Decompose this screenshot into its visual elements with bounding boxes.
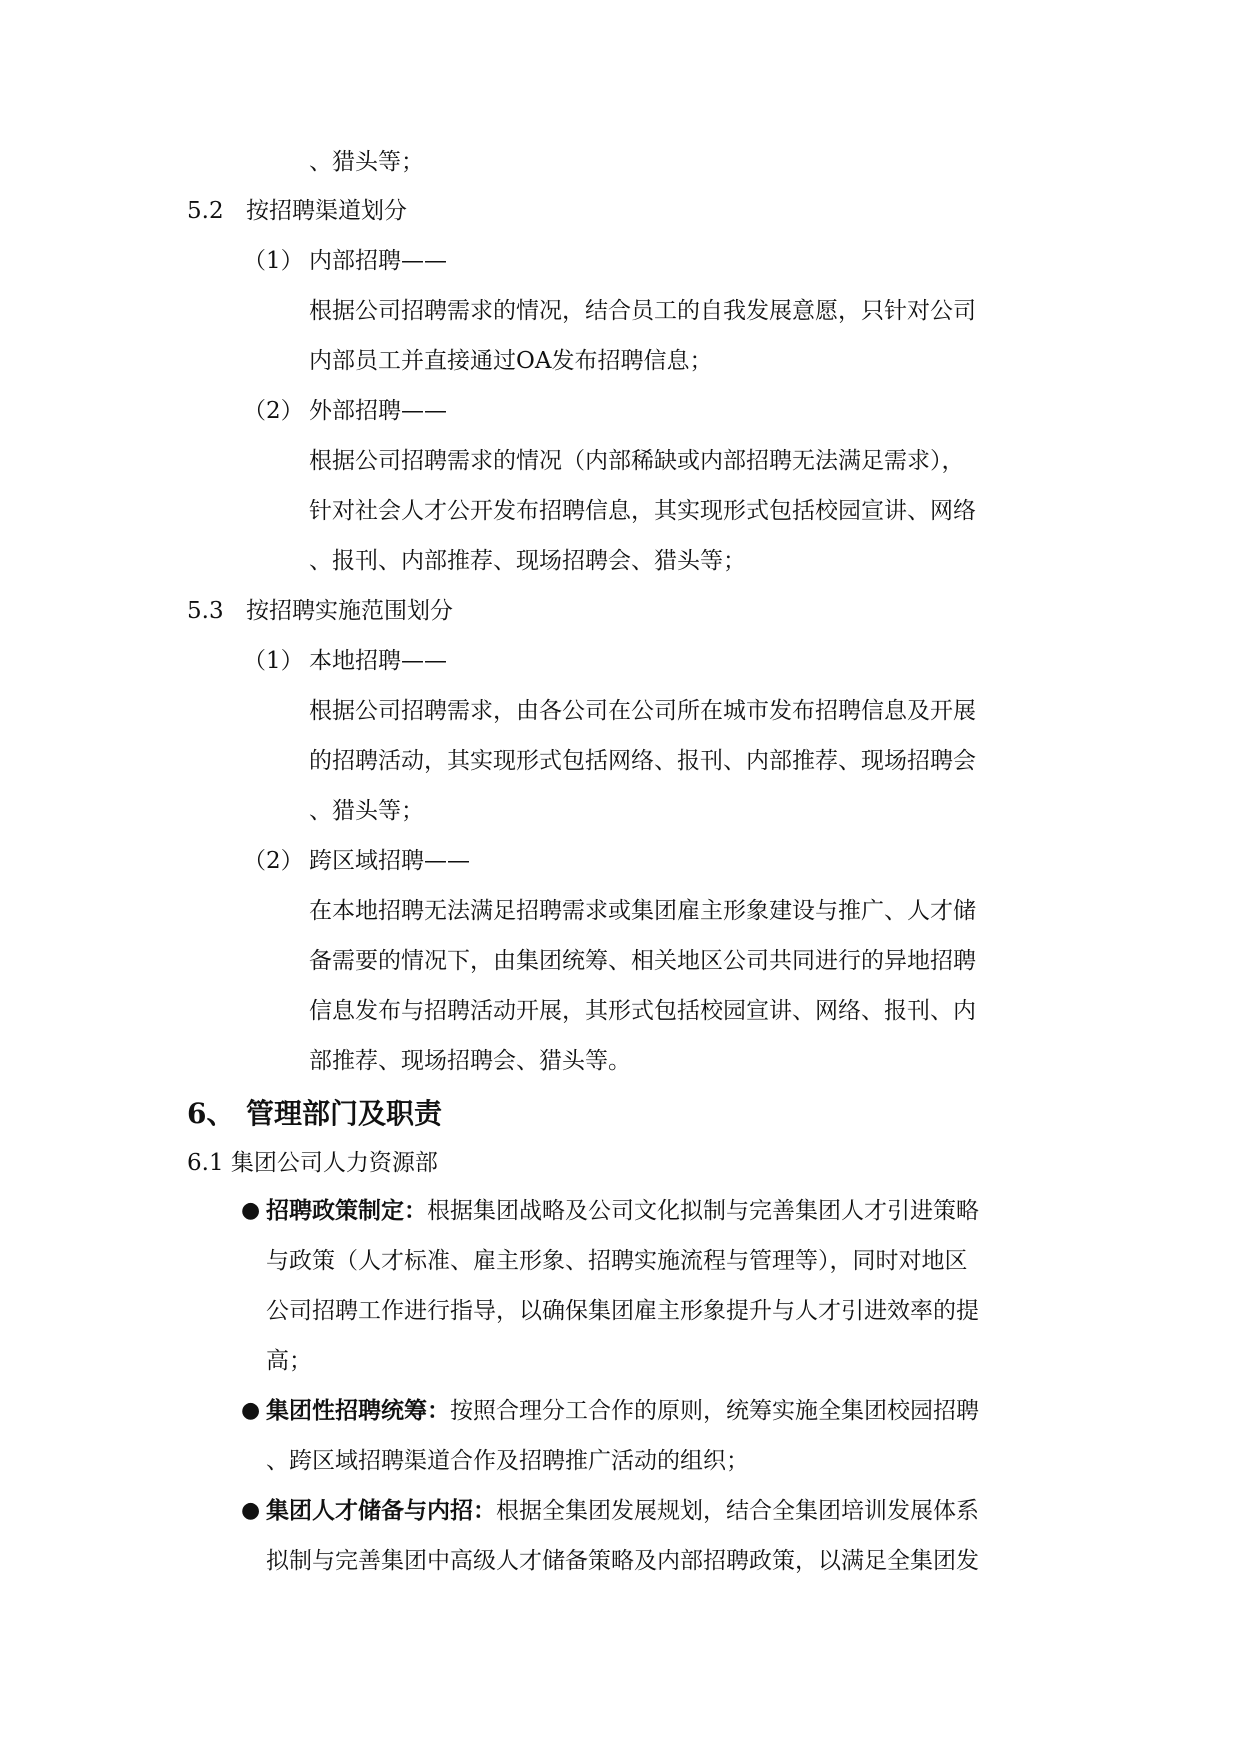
text-line: 、猎头等； [309,149,424,175]
text-line: 根据公司招聘需求的情况，结合员工的自我发展意愿，只针对公司 [309,298,976,324]
bullet-label: 集团人才储备与内招： [266,1497,496,1524]
text-line: 内部员工并直接通过OA发布招聘信息； [309,348,713,374]
bullet-text: 根据全集团发展规划，结合全集团培训发展体系 [496,1498,979,1524]
text-line: 拟制与完善集团中高级人才储备策略及内部招聘政策，以满足全集团发 [266,1548,979,1574]
bullet-dot-icon: ● [241,1498,261,1523]
text-line: 高； [266,1348,312,1374]
text-line: 部推荐、现场招聘会、猎头等。 [309,1048,631,1074]
subsection-title: 6.1 集团公司人力资源部 [187,1150,438,1176]
heading-number: 6、 [187,1097,235,1130]
section-title: 按招聘渠道划分 [246,198,407,224]
item-number: （1） [243,648,304,674]
item-number: （2） [243,848,304,874]
text-line: 与政策（人才标准、雇主形象、招聘实施流程与管理等），同时对地区 [266,1248,968,1274]
text-line: 的招聘活动，其实现形式包括网络、报刊、内部推荐、现场招聘会 [309,748,976,774]
section-number: 5.3 [187,598,224,624]
section-title: 按招聘实施范围划分 [246,598,453,624]
text-line: 、报刊、内部推荐、现场招聘会、猎头等； [309,548,746,574]
text-line: 根据公司招聘需求的情况（内部稀缺或内部招聘无法满足需求）， [309,448,965,474]
section-number: 5.2 [187,198,224,224]
text-line: 针对社会人才公开发布招聘信息，其实现形式包括校园宣讲、网络 [309,498,976,524]
item-title: 外部招聘—— [309,398,447,424]
bullet-label: 招聘政策制定： [266,1197,427,1224]
item-title: 本地招聘—— [309,648,447,674]
item-number: （1） [243,248,304,274]
text-line: 、猎头等； [309,798,424,824]
bullet-label: 集团性招聘统筹： [266,1397,450,1424]
bullet-line [266,1396,979,1426]
text-line: 信息发布与招聘活动开展，其形式包括校园宣讲、网络、报刊、内 [309,998,976,1024]
text-line: 、跨区域招聘渠道合作及招聘推广活动的组织； [266,1448,749,1474]
bullet-dot-icon: ● [241,1398,261,1423]
text-line: 在本地招聘无法满足招聘需求或集团雇主形象建设与推广、人才储 [309,898,976,924]
text-line: 公司招聘工作进行指导，以确保集团雇主形象提升与人才引进效率的提 [266,1298,979,1324]
text-line: 根据公司招聘需求，由各公司在公司所在城市发布招聘信息及开展 [309,698,976,724]
item-number: （2） [243,398,304,424]
text-line: 备需要的情况下，由集团统筹、相关地区公司共同进行的异地招聘 [309,948,976,974]
bullet-text: 根据集团战略及公司文化拟制与完善集团人才引进策略 [427,1198,979,1224]
bullet-dot-icon: ● [241,1198,261,1223]
heading-title: 管理部门及职责 [246,1097,443,1130]
bullet-line [266,1196,979,1226]
item-title: 跨区域招聘—— [309,848,470,874]
item-title: 内部招聘—— [309,248,447,274]
bullet-line [266,1496,979,1526]
bullet-text: 按照合理分工合作的原则，统筹实施全集团校园招聘 [450,1398,979,1424]
